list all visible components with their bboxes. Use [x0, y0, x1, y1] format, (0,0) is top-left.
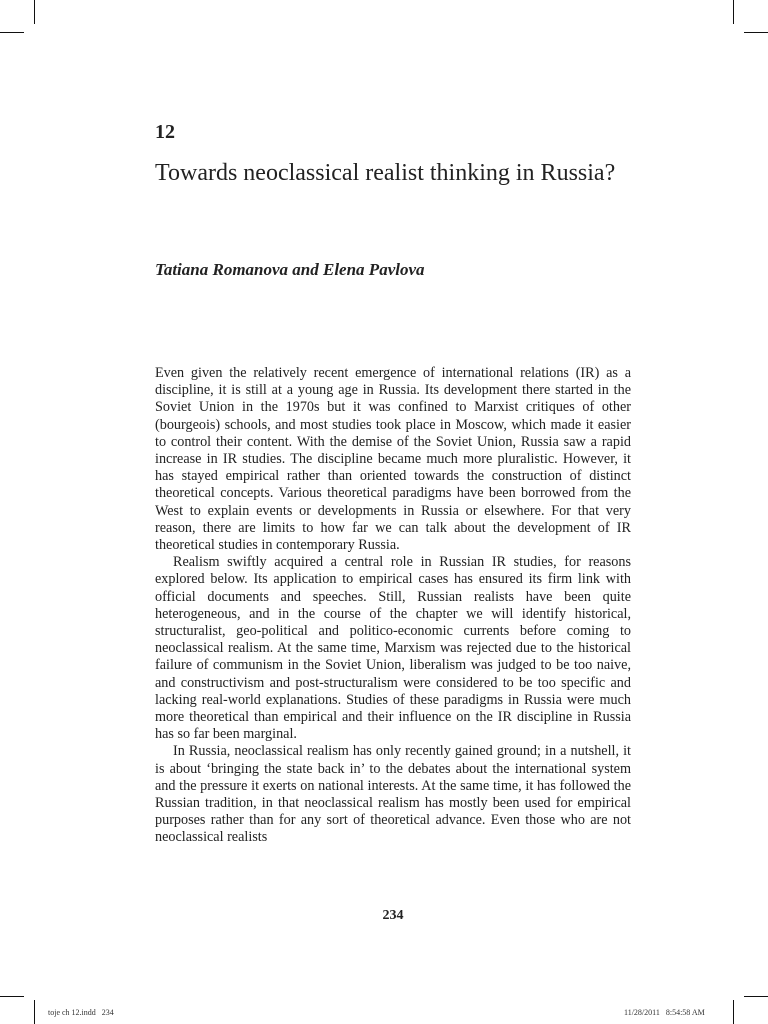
paragraph: Realism swiftly acquired a central role in Russian IR studies, for reasons explored below. Its application to empirical cases has ensured its firm link with official documents and speeches. Still, Russian realists have been quite heterogeneous, and in the course of the chapter we will identify historical, structuralist, geo-political and politico-economic currents before coming to neoclassical realism. At the same time, Marxism was rejected due to the historical failure of communism in the Soviet Union, liberalism was judged to be too naive, and constructivism and post-structuralism were considered to be too specific and lacking real-world explanations. Studies of these paradigms in Russia were much more theoretical than empirical and their influence on the IR discipline in Russia has so far been marginal.	[155, 554, 631, 743]
paragraph: In Russia, neoclassical realism has only recently gained ground; in a nutshell, it is about ‘bringing the state back in’ to the debates about the international system and the pressure it exerts on national interests. At the same time, it has followed the Russian tradition, in that neoclassical realism has mostly been used for empirical purposes rather than for any sort of theoretical advance. Even those who are not neoclassical realists	[155, 743, 631, 846]
crop-mark-bottom-right-vertical	[733, 1000, 734, 1024]
paragraph: Even given the relatively recent emergence of international relations (IR) as a discipline, it is still at a young age in Russia. Its development there started in the Soviet Union in the 1970s but it was confined to Marxist critiques of other (bourgeois) schools, and most studies took place in Moscow, which made it easier to control their content. With the demise of the Soviet Union, Russia saw a rapid increase in IR studies. The discipline became much more pluralistic. However, it has stayed empirical rather than oriented towards the construction of distinct theoretical concepts. Various theoretical paradigms have been borrowed from the West to explain events or developments in Russia or elsewhere. For that very reason, there are limits to how far we can talk about the development of IR theoretical studies in contemporary Russia.	[155, 365, 631, 554]
body-text	[155, 365, 631, 847]
page-number: 234	[382, 908, 404, 923]
chapter-number: 12	[155, 121, 175, 143]
crop-mark-bottom-left-horizontal	[0, 996, 24, 997]
crop-mark-top-right-horizontal	[744, 32, 768, 33]
crop-mark-bottom-left-vertical	[34, 1000, 35, 1024]
slug-file-name: toje ch 12.indd 234	[48, 1008, 114, 1017]
crop-mark-bottom-right-horizontal	[744, 996, 768, 997]
crop-mark-top-right-vertical	[733, 0, 734, 24]
slug-timestamp: 11/28/2011 8:54:58 AM	[624, 1008, 705, 1017]
chapter-title: Towards neoclassical realist thinking in Russia?	[155, 160, 616, 186]
chapter-authors: Tatiana Romanova and Elena Pavlova	[155, 260, 425, 279]
crop-mark-top-left-vertical	[34, 0, 35, 24]
crop-mark-top-left-horizontal	[0, 32, 24, 33]
